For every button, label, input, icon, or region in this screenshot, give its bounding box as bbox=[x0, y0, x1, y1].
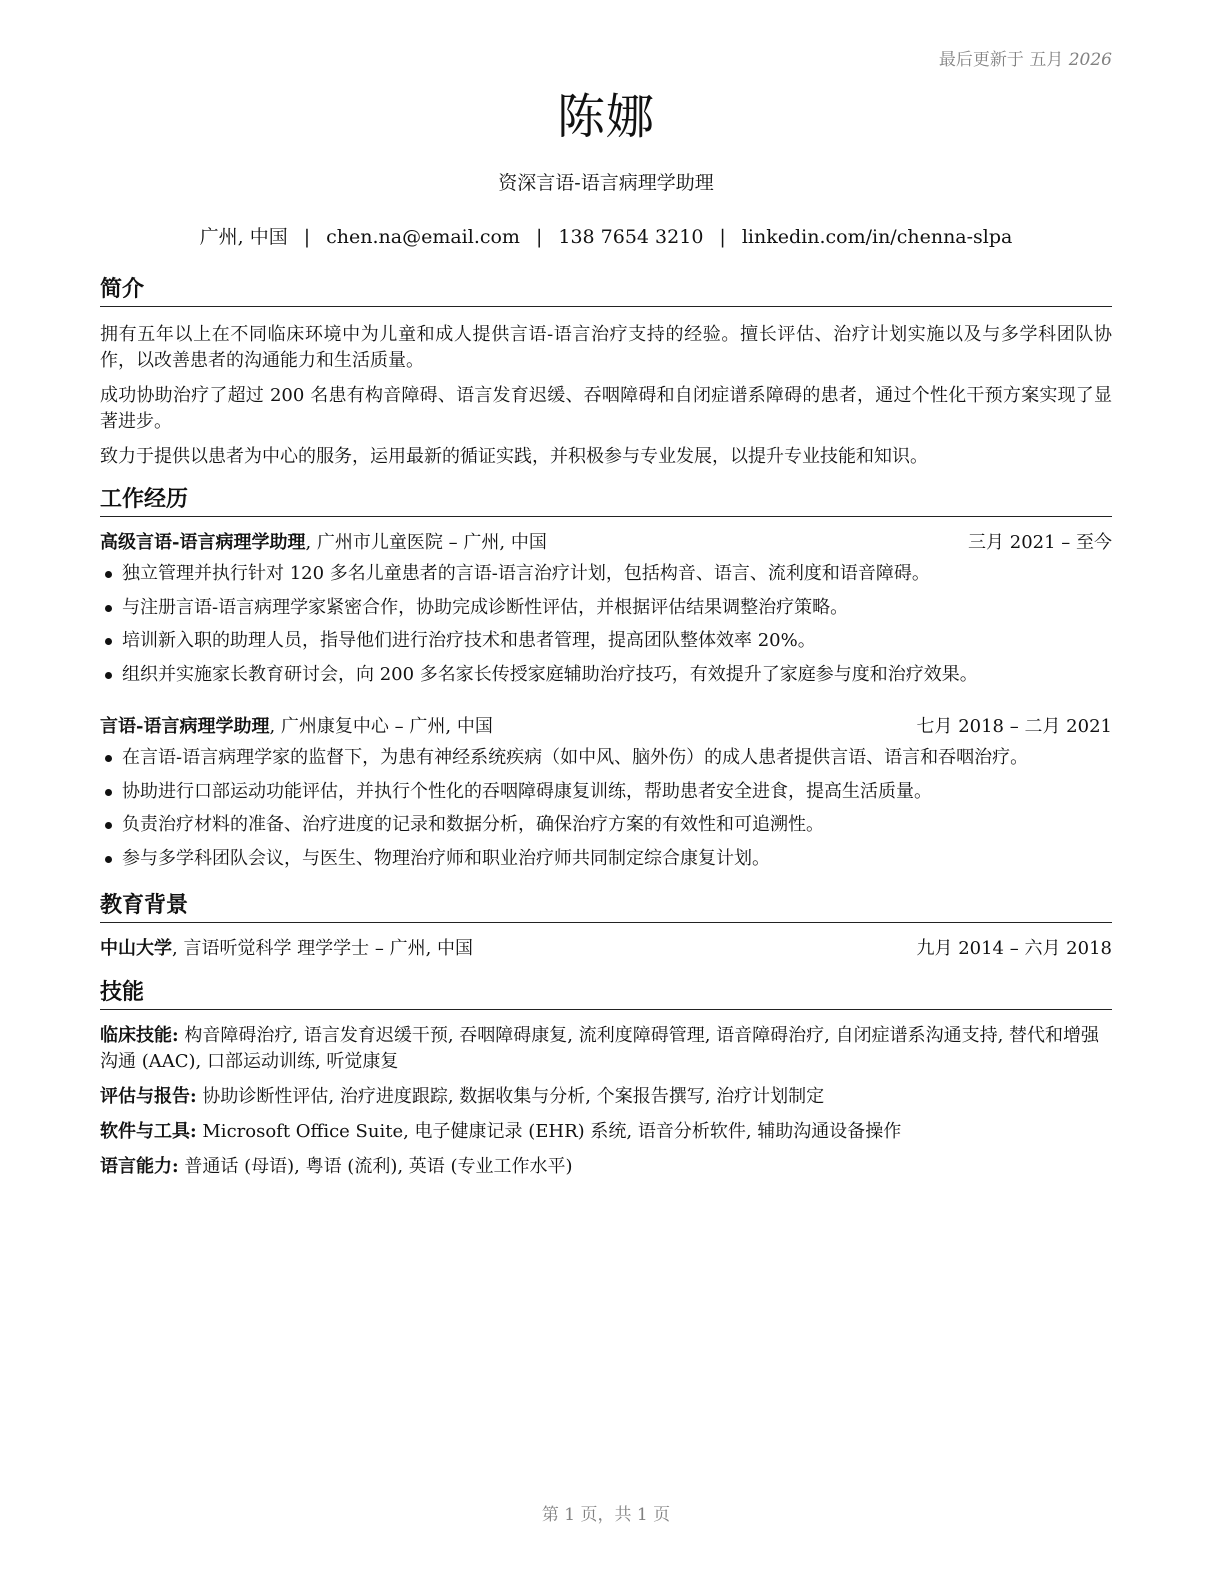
job-bullet: 协助进行口部运动功能评估，并执行个性化的吞咽障碍康复训练，帮助患者安全进食，提高生活质量。 bbox=[100, 779, 1112, 813]
job-bullet-list bbox=[100, 561, 1112, 696]
summary-paragraph: 拥有五年以上在不同临床环境中为儿童和成人提供言语-语言治疗支持的经验。擅长评估、治疗计划实施以及与多学科团队协作，以改善患者的沟通能力和生活质量。 bbox=[100, 324, 1112, 371]
job-org: , 广州市儿童医院 – 广州, 中国 bbox=[305, 532, 547, 553]
contact-linkedin[interactable]: linkedin.com/in/chenna-slpa bbox=[741, 226, 1013, 248]
skill-label: 语言能力: bbox=[100, 1156, 179, 1177]
contact-phone[interactable]: 138 7654 3210 bbox=[558, 226, 704, 248]
skill-label: 软件与工具: bbox=[100, 1121, 197, 1142]
last-updated-prefix: 最后更新于 bbox=[938, 50, 1024, 70]
resume-page bbox=[100, 0, 1112, 1584]
job-title: 言语-语言病理学助理 bbox=[100, 716, 270, 737]
job-title: 高级言语-语言病理学助理 bbox=[100, 532, 306, 553]
summary-paragraph: 成功协助治疗了超过 200 名患有构音障碍、语言发育迟缓、吞咽障碍和自闭症谱系障碍的患者，通过个性化干预方案实现了显著进步。 bbox=[100, 385, 1112, 432]
contact-email[interactable]: chen.na@email.com bbox=[326, 226, 520, 248]
section-heading-summary: 简介 bbox=[100, 276, 1112, 307]
last-updated-month: 五月 bbox=[1029, 50, 1064, 70]
skill-value: 普通话 (母语), 粤语 (流利), 英语 (专业工作水平) bbox=[178, 1156, 573, 1177]
skill-label: 评估与报告: bbox=[100, 1086, 197, 1107]
job-bullet: 与注册言语-语言病理学家紧密合作，协助完成诊断性评估，并根据评估结果调整治疗策略。 bbox=[100, 595, 1112, 629]
education-dates: 九月 2014 – 六月 2018 bbox=[916, 938, 1112, 959]
skill-label: 临床技能: bbox=[100, 1025, 179, 1046]
section-heading-education: 教育背景 bbox=[100, 892, 1112, 923]
last-updated bbox=[939, 45, 1112, 70]
job-dates: 三月 2021 – 至今 bbox=[968, 532, 1112, 553]
job-bullet: 参与多学科团队会议，与医生、物理治疗师和职业治疗师共同制定综合康复计划。 bbox=[100, 846, 1112, 880]
last-updated-year: 2026 bbox=[1068, 50, 1112, 70]
job-bullet: 独立管理并执行针对 120 多名儿童患者的言语-语言治疗计划，包括构音、语言、流利度和语音障碍。 bbox=[100, 561, 1112, 595]
job-org: , 广州康复中心 – 广州, 中国 bbox=[269, 716, 493, 737]
job-bullet: 培训新入职的助理人员，指导他们进行治疗技术和患者管理，提高团队整体效率 20%。 bbox=[100, 628, 1112, 662]
skill-value: Microsoft Office Suite, 电子健康记录 (EHR) 系统, 语音分析软件, 辅助沟通设备操作 bbox=[196, 1121, 902, 1142]
job-dates: 七月 2018 – 二月 2021 bbox=[916, 716, 1112, 737]
skill-row-languages bbox=[100, 1154, 1112, 1180]
contact-separator: | bbox=[535, 226, 543, 248]
skill-row-clinical bbox=[100, 1023, 1112, 1075]
skill-row-software bbox=[100, 1119, 1112, 1145]
education-school: 中山大学 bbox=[100, 938, 172, 959]
skill-value: 协助诊断性评估, 治疗进度跟踪, 数据收集与分析, 个案报告撰写, 治疗计划制定 bbox=[196, 1086, 825, 1107]
job-bullet: 在言语-语言病理学家的监督下，为患有神经系统疾病（如中风、脑外伤）的成人患者提供言语、语言和吞咽治疗。 bbox=[100, 745, 1112, 779]
education-entry bbox=[100, 936, 1112, 962]
summary-paragraph: 致力于提供以患者为中心的服务，运用最新的循证实践，并积极参与专业发展，以提升专业技能和知识。 bbox=[100, 446, 928, 467]
section-heading-experience: 工作经历 bbox=[100, 486, 1112, 517]
contact-separator: | bbox=[303, 226, 311, 248]
job-bullet: 组织并实施家长教育研讨会，向 200 多名家长传授家庭辅助治疗技巧，有效提升了家庭参与度和治疗效果。 bbox=[100, 662, 1112, 696]
page-footer: 第 1 页，共 1 页 bbox=[541, 1505, 671, 1525]
education-detail: , 言语听觉科学 理学学士 – 广州, 中国 bbox=[172, 938, 474, 959]
section-heading-skills: 技能 bbox=[100, 979, 1112, 1010]
job-bullet-list bbox=[100, 745, 1112, 880]
job-header bbox=[100, 530, 1112, 556]
job-bullet: 负责治疗材料的准备、治疗进度的记录和数据分析，确保治疗方案的有效性和可追溯性。 bbox=[100, 812, 1112, 846]
candidate-name: 陈娜 bbox=[556, 89, 655, 145]
candidate-title: 资深言语-语言病理学助理 bbox=[498, 172, 714, 194]
skill-value: 构音障碍治疗, 语言发育迟缓干预, 吞咽障碍康复, 流利度障碍管理, 语音障碍治疗, 自闭症谱系沟通支持, 替代和增强沟通 (AAC), 口部运动训练, 听觉康复 bbox=[100, 1025, 1100, 1072]
contact-location: 广州, 中国 bbox=[199, 226, 288, 248]
contact-separator: | bbox=[719, 226, 726, 248]
contact-line bbox=[100, 224, 1112, 250]
skill-row-assessment bbox=[100, 1084, 1112, 1110]
job-header bbox=[100, 714, 1112, 740]
